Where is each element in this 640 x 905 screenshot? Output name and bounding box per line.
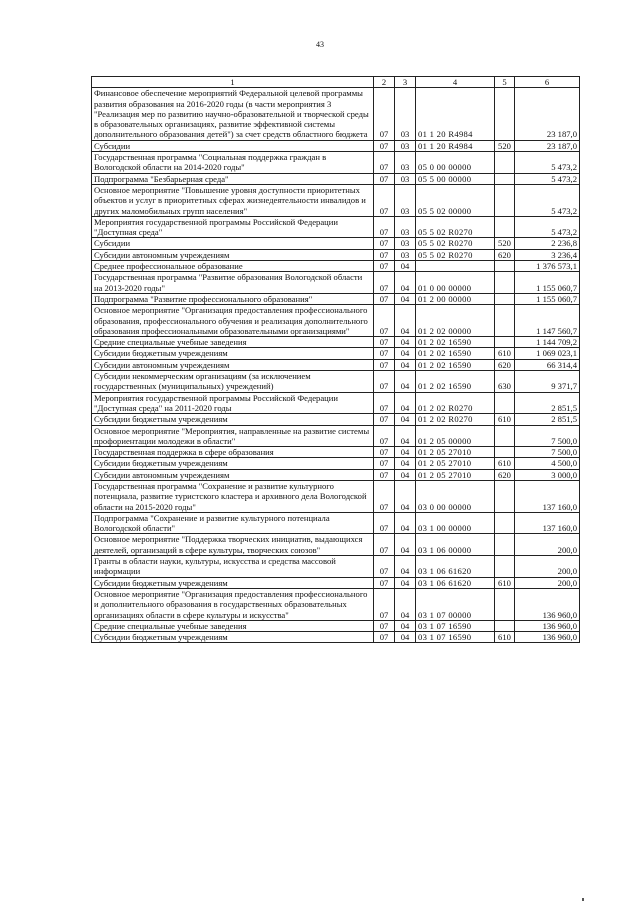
table-header-row: [92, 77, 580, 88]
table-row: [92, 140, 580, 151]
section-code: 07: [374, 392, 395, 414]
table-row: [92, 337, 580, 348]
target-article-code: 05 5 02 00000: [416, 184, 495, 216]
section-code: 07: [374, 588, 395, 620]
expense-type-code: [495, 337, 515, 348]
subsection-code: 04: [395, 305, 416, 337]
expense-name: Мероприятия государственной программы Российской Федерации "Доступная среда": [92, 216, 374, 238]
subsection-code: 04: [395, 392, 416, 414]
target-article-code: 01 2 02 R0270: [416, 392, 495, 414]
subsection-code: 04: [395, 632, 416, 643]
amount: 1 155 060,7: [515, 293, 580, 304]
budget-table: [91, 76, 580, 643]
section-code: 07: [374, 216, 395, 238]
target-article-code: 05 5 02 R0270: [416, 249, 495, 260]
section-code: 07: [374, 577, 395, 588]
target-article-code: 03 1 06 61620: [416, 556, 495, 578]
section-code: 07: [374, 272, 395, 294]
target-article-code: 03 1 00 00000: [416, 512, 495, 534]
table-row: [92, 512, 580, 534]
header-cell: 2: [374, 77, 395, 88]
table-row: [92, 272, 580, 294]
target-article-code: 01 2 02 16590: [416, 348, 495, 359]
subsection-code: 03: [395, 152, 416, 174]
target-article-code: 01 2 02 16590: [416, 337, 495, 348]
expense-type-code: 520: [495, 238, 515, 249]
expense-type-code: 520: [495, 140, 515, 151]
expense-type-code: [495, 216, 515, 238]
target-article-code: 01 2 05 27010: [416, 447, 495, 458]
subsection-code: 04: [395, 348, 416, 359]
amount: 3 236,4: [515, 249, 580, 260]
expense-name: Субсидии: [92, 238, 374, 249]
section-code: 07: [374, 371, 395, 393]
expense-type-code: [495, 425, 515, 447]
subsection-code: 04: [395, 480, 416, 512]
page-number: 43: [316, 40, 324, 49]
table-row: [92, 238, 580, 249]
section-code: 07: [374, 305, 395, 337]
expense-type-code: [495, 620, 515, 631]
amount: 9 371,7: [515, 371, 580, 393]
table-row: [92, 173, 580, 184]
target-article-code: 01 2 05 27010: [416, 469, 495, 480]
expense-type-code: [495, 480, 515, 512]
subsection-code: 03: [395, 216, 416, 238]
subsection-code: 03: [395, 184, 416, 216]
table-row: [92, 480, 580, 512]
section-code: 07: [374, 534, 395, 556]
expense-type-code: [495, 293, 515, 304]
amount: 4 500,0: [515, 458, 580, 469]
amount: 1 155 060,7: [515, 272, 580, 294]
table-row: [92, 249, 580, 260]
scan-mark: [582, 898, 584, 901]
table-row: [92, 305, 580, 337]
section-code: 07: [374, 425, 395, 447]
target-article-code: 03 1 07 00000: [416, 588, 495, 620]
amount: 3 000,0: [515, 469, 580, 480]
section-code: 07: [374, 140, 395, 151]
table-row: [92, 458, 580, 469]
amount: 136 960,0: [515, 588, 580, 620]
expense-name: Субсидии: [92, 140, 374, 151]
expense-name: Подпрограмма "Безбарьерная среда": [92, 173, 374, 184]
section-code: 07: [374, 414, 395, 425]
target-article-code: 01 1 20 R4984: [416, 140, 495, 151]
section-code: 07: [374, 458, 395, 469]
subsection-code: 04: [395, 371, 416, 393]
target-article-code: [416, 261, 495, 272]
section-code: 07: [374, 293, 395, 304]
subsection-code: 04: [395, 588, 416, 620]
expense-type-code: 610: [495, 348, 515, 359]
amount: 66 314,4: [515, 359, 580, 370]
expense-type-code: [495, 392, 515, 414]
expense-name: Субсидии бюджетным учреждениям: [92, 414, 374, 425]
target-article-code: 01 2 05 27010: [416, 458, 495, 469]
target-article-code: 01 2 05 00000: [416, 425, 495, 447]
amount: 5 473,2: [515, 216, 580, 238]
expense-name: Подпрограмма "Сохранение и развитие культурного потенциала Вологодской области": [92, 512, 374, 534]
target-article-code: 01 1 20 R4984: [416, 88, 495, 140]
expense-name: Субсидии некоммерческим организациям (за исключением государственных (муниципальных) учреждений): [92, 371, 374, 393]
expense-name: Субсидии автономным учреждениям: [92, 249, 374, 260]
subsection-code: 03: [395, 238, 416, 249]
amount: 1 147 560,7: [515, 305, 580, 337]
header-cell: 1: [92, 77, 374, 88]
target-article-code: 03 1 06 00000: [416, 534, 495, 556]
expense-name: Субсидии бюджетным учреждениям: [92, 348, 374, 359]
table-row: [92, 425, 580, 447]
expense-type-code: [495, 534, 515, 556]
amount: 5 473,2: [515, 152, 580, 174]
expense-name: Государственная поддержка в сфере образования: [92, 447, 374, 458]
table-row: [92, 392, 580, 414]
header-cell: 6: [515, 77, 580, 88]
subsection-code: 04: [395, 272, 416, 294]
subsection-code: 03: [395, 140, 416, 151]
subsection-code: 04: [395, 425, 416, 447]
target-article-code: 01 2 02 R0270: [416, 414, 495, 425]
section-code: 07: [374, 469, 395, 480]
section-code: 07: [374, 173, 395, 184]
expense-name: Финансовое обеспечение мероприятий Федеральной целевой программы развития образования на 2016-2020 годы (в части мероприятия 3 "Реализация мер по развитию научно-образовательной и творческой среды в образовательных организациях, развитие эффективной системы дополнительного образования детей") за счет средств областного бюджета: [92, 88, 374, 140]
table-row: [92, 632, 580, 643]
expense-name: Государственная программа "Развитие образования Вологодской области на 2013-2020 годы": [92, 272, 374, 294]
amount: 5 473,2: [515, 173, 580, 184]
table-row: [92, 293, 580, 304]
target-article-code: 01 0 00 00000: [416, 272, 495, 294]
amount: 7 500,0: [515, 447, 580, 458]
amount: 1 376 573,1: [515, 261, 580, 272]
expense-type-code: 620: [495, 469, 515, 480]
amount: 2 851,5: [515, 414, 580, 425]
subsection-code: 04: [395, 512, 416, 534]
section-code: 07: [374, 337, 395, 348]
amount: 200,0: [515, 577, 580, 588]
expense-type-code: [495, 184, 515, 216]
expense-type-code: [495, 305, 515, 337]
table-row: [92, 588, 580, 620]
expense-name: Субсидии автономным учреждениям: [92, 359, 374, 370]
header-cell: 5: [495, 77, 515, 88]
amount: 2 851,5: [515, 392, 580, 414]
expense-name: Субсидии бюджетным учреждениям: [92, 632, 374, 643]
expense-type-code: 610: [495, 414, 515, 425]
amount: 23 187,0: [515, 140, 580, 151]
subsection-code: 03: [395, 88, 416, 140]
section-code: 07: [374, 184, 395, 216]
section-code: 07: [374, 261, 395, 272]
section-code: 07: [374, 359, 395, 370]
expense-name: Средние специальные учебные заведения: [92, 620, 374, 631]
expense-type-code: [495, 173, 515, 184]
expense-name: Государственная программа "Социальная поддержка граждан в Вологодской области на 2014-2020 годы": [92, 152, 374, 174]
subsection-code: 04: [395, 577, 416, 588]
amount: 137 160,0: [515, 512, 580, 534]
amount: 136 960,0: [515, 632, 580, 643]
expense-type-code: [495, 512, 515, 534]
target-article-code: 05 5 00 00000: [416, 173, 495, 184]
target-article-code: 01 2 02 16590: [416, 371, 495, 393]
table-row: [92, 88, 580, 140]
expense-name: Основное мероприятие "Поддержка творческих инициатив, выдающихся деятелей, организаций в сфере культуры, творческих союзов": [92, 534, 374, 556]
subsection-code: 04: [395, 469, 416, 480]
section-code: 07: [374, 620, 395, 631]
subsection-code: 03: [395, 249, 416, 260]
section-code: 07: [374, 348, 395, 359]
table-row: [92, 534, 580, 556]
table-row: [92, 414, 580, 425]
section-code: 07: [374, 447, 395, 458]
section-code: 07: [374, 512, 395, 534]
expense-name: Государственная программа "Сохранение и развитие культурного потенциала, развитие туристского кластера и архивного дела Вологодской области на 2015-2020 годы": [92, 480, 374, 512]
expense-type-code: [495, 261, 515, 272]
subsection-code: 04: [395, 414, 416, 425]
expense-type-code: 610: [495, 458, 515, 469]
expense-type-code: 620: [495, 249, 515, 260]
expense-type-code: 630: [495, 371, 515, 393]
target-article-code: 01 2 02 00000: [416, 305, 495, 337]
amount: 200,0: [515, 534, 580, 556]
table-row: [92, 577, 580, 588]
target-article-code: 03 1 07 16590: [416, 620, 495, 631]
expense-name: Подпрограмма "Развитие профессионального образования": [92, 293, 374, 304]
target-article-code: 01 2 02 16590: [416, 359, 495, 370]
section-code: 07: [374, 632, 395, 643]
target-article-code: 05 5 02 R0270: [416, 238, 495, 249]
target-article-code: 03 1 07 16590: [416, 632, 495, 643]
expense-type-code: [495, 152, 515, 174]
table-row: [92, 469, 580, 480]
subsection-code: 04: [395, 620, 416, 631]
subsection-code: 04: [395, 337, 416, 348]
header-cell: 4: [416, 77, 495, 88]
target-article-code: 03 0 00 00000: [416, 480, 495, 512]
expense-name: Мероприятия государственной программы Российской Федерации "Доступная среда" на 2011-2020 годы: [92, 392, 374, 414]
table-row: [92, 447, 580, 458]
table-row: [92, 348, 580, 359]
expense-name: Гранты в области науки, культуры, искусства и средства массовой информации: [92, 556, 374, 578]
expense-type-code: 610: [495, 632, 515, 643]
section-code: 07: [374, 238, 395, 249]
amount: 200,0: [515, 556, 580, 578]
expense-type-code: [495, 556, 515, 578]
expense-name: Основное мероприятие "Организация предоставления профессионального и дополнительного образования в государственных образовательных организациях области в сфере культуры и искусства": [92, 588, 374, 620]
expense-type-code: 620: [495, 359, 515, 370]
subsection-code: 04: [395, 556, 416, 578]
target-article-code: 05 5 02 R0270: [416, 216, 495, 238]
section-code: 07: [374, 88, 395, 140]
table-row: [92, 184, 580, 216]
section-code: 07: [374, 249, 395, 260]
expense-type-code: [495, 447, 515, 458]
subsection-code: 04: [395, 293, 416, 304]
subsection-code: 04: [395, 458, 416, 469]
expense-name: Основное мероприятие "Повышение уровня доступности приоритетных объектов и услуг в приоритетных сферах жизнедеятельности инвалидов и других маломобильных групп населения": [92, 184, 374, 216]
table-row: [92, 556, 580, 578]
expense-type-code: [495, 588, 515, 620]
amount: 1 069 023,1: [515, 348, 580, 359]
table-row: [92, 261, 580, 272]
section-code: 07: [374, 152, 395, 174]
section-code: 07: [374, 556, 395, 578]
amount: 137 160,0: [515, 480, 580, 512]
table-row: [92, 216, 580, 238]
subsection-code: 04: [395, 534, 416, 556]
expense-name: Основное мероприятие "Мероприятия, направленные на развитие системы профориентации молодежи в области": [92, 425, 374, 447]
expense-name: Субсидии автономным учреждениям: [92, 469, 374, 480]
expense-type-code: 610: [495, 577, 515, 588]
target-article-code: 05 0 00 00000: [416, 152, 495, 174]
subsection-code: 04: [395, 447, 416, 458]
amount: 1 144 709,2: [515, 337, 580, 348]
amount: 7 500,0: [515, 425, 580, 447]
target-article-code: 01 2 00 00000: [416, 293, 495, 304]
table-row: [92, 371, 580, 393]
expense-name: Среднее профессиональное образование: [92, 261, 374, 272]
expense-type-code: [495, 272, 515, 294]
section-code: 07: [374, 480, 395, 512]
expense-name: Субсидии бюджетным учреждениям: [92, 458, 374, 469]
expense-name: Основное мероприятие "Организация предоставления профессионального образования, профессионального обучения и реализация дополнительного образования профессиональными образовательными организациями": [92, 305, 374, 337]
expense-name: Субсидии бюджетным учреждениям: [92, 577, 374, 588]
amount: 136 960,0: [515, 620, 580, 631]
table-row: [92, 620, 580, 631]
amount: 5 473,2: [515, 184, 580, 216]
table-row: [92, 152, 580, 174]
expense-type-code: [495, 88, 515, 140]
target-article-code: 03 1 06 61620: [416, 577, 495, 588]
subsection-code: 04: [395, 359, 416, 370]
expense-name: Средние специальные учебные заведения: [92, 337, 374, 348]
subsection-code: 03: [395, 173, 416, 184]
header-cell: 3: [395, 77, 416, 88]
table-row: [92, 359, 580, 370]
subsection-code: 04: [395, 261, 416, 272]
amount: 2 236,8: [515, 238, 580, 249]
amount: 23 187,0: [515, 88, 580, 140]
